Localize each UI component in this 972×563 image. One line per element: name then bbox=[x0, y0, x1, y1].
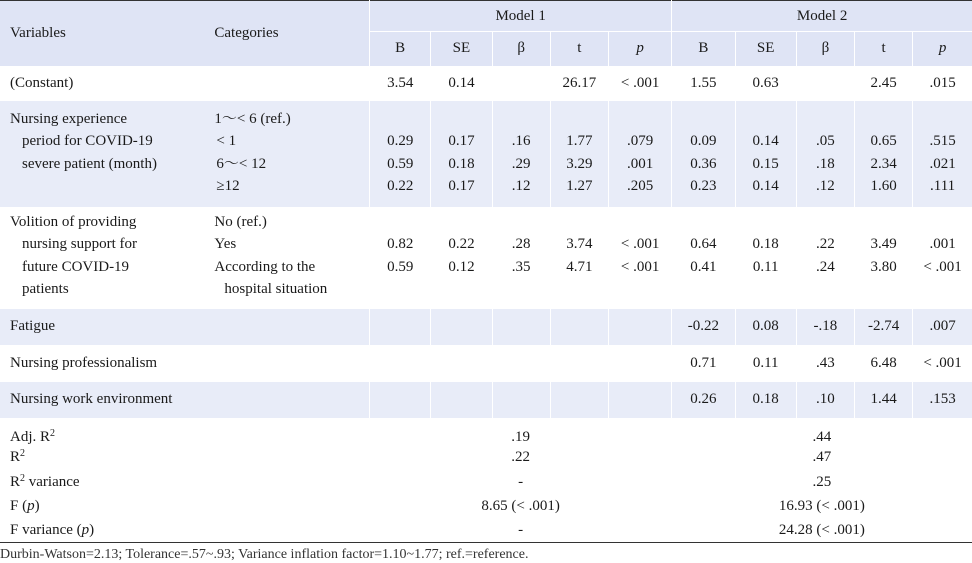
header-col-t: t bbox=[550, 32, 608, 66]
cell-value: .22 bbox=[816, 236, 835, 252]
cell: < .001 bbox=[913, 345, 972, 382]
category: 6～< 12 bbox=[216, 155, 267, 172]
cell: 6.48 bbox=[854, 345, 912, 382]
cell-value: 0.36 bbox=[690, 155, 717, 172]
cell-value: .001 bbox=[929, 236, 956, 252]
cell-value: 0.09 bbox=[690, 133, 717, 149]
cell: 3.54 bbox=[370, 66, 431, 101]
cell-value bbox=[609, 278, 671, 301]
table-row bbox=[0, 309, 972, 345]
col-t bbox=[550, 101, 608, 207]
cell-value bbox=[736, 278, 796, 301]
cell-value bbox=[736, 211, 796, 234]
cell-value bbox=[431, 278, 491, 301]
cell-value: 0.82 bbox=[387, 236, 414, 252]
col-t bbox=[854, 207, 912, 309]
categories-volition bbox=[214, 207, 369, 309]
col-b bbox=[370, 101, 431, 207]
cell: .007 bbox=[913, 309, 972, 345]
cell bbox=[492, 66, 550, 101]
cell-value: .28 bbox=[511, 236, 531, 252]
cell-value bbox=[370, 211, 430, 234]
header-col-beta: β bbox=[492, 32, 550, 66]
cell-value: .35 bbox=[511, 258, 531, 275]
cell-value: 0.65 bbox=[870, 133, 897, 149]
col-b bbox=[370, 207, 431, 309]
cell-value bbox=[493, 108, 550, 131]
header-col-t: t bbox=[854, 32, 912, 66]
cell-value: 0.22 bbox=[448, 236, 475, 252]
cell: 1.44 bbox=[854, 382, 912, 418]
cell-value: < .001 bbox=[923, 258, 962, 275]
cell-value bbox=[493, 211, 550, 234]
cell-value: 4.71 bbox=[566, 258, 593, 275]
header-model-2: Model 2 bbox=[672, 1, 972, 32]
cell: 0.63 bbox=[735, 66, 796, 101]
col-p bbox=[913, 207, 972, 309]
col-beta bbox=[796, 207, 854, 309]
cell-value bbox=[431, 108, 491, 131]
cell-value: .205 bbox=[626, 178, 654, 194]
category: 1～< 6 (ref.) bbox=[214, 110, 291, 127]
col-t bbox=[550, 207, 608, 309]
cell-value bbox=[672, 211, 734, 234]
row-label-professionalism: Nursing professionalism bbox=[10, 354, 158, 371]
label-line: future COVID-19 bbox=[22, 258, 130, 275]
summary-m1: 8.65 (< .001) bbox=[481, 498, 560, 514]
cell-value: 1.60 bbox=[870, 178, 897, 194]
cell-value bbox=[855, 278, 912, 301]
col-b bbox=[672, 101, 735, 207]
cell-value: < .001 bbox=[620, 236, 660, 252]
cell: 0.26 bbox=[672, 382, 735, 418]
cell-value bbox=[551, 211, 608, 234]
label-line: nursing support for bbox=[22, 236, 137, 252]
col-t bbox=[854, 101, 912, 207]
cell-value: 2 bbox=[20, 448, 26, 459]
col-se bbox=[735, 207, 796, 309]
header-model-1: Model 1 bbox=[370, 1, 672, 32]
header-col-b: B bbox=[370, 32, 431, 66]
cell: 0.18 bbox=[735, 382, 796, 418]
header-col-b: B bbox=[672, 32, 735, 66]
cell-value bbox=[913, 278, 972, 301]
cell-value bbox=[855, 108, 912, 131]
cell-value: 3.49 bbox=[870, 236, 897, 252]
cell-value: p bbox=[81, 521, 90, 538]
cell-value: ) bbox=[89, 521, 95, 538]
col-beta bbox=[796, 101, 854, 207]
table-row bbox=[0, 66, 972, 101]
cell-value: .111 bbox=[930, 178, 956, 194]
summary-m2: 24.28 (< .001) bbox=[778, 521, 865, 538]
label-line: Nursing experience bbox=[10, 110, 128, 127]
cell-value: 0.29 bbox=[387, 133, 414, 149]
cell: 0.71 bbox=[672, 345, 735, 382]
cell-value: 0.22 bbox=[387, 178, 414, 194]
category: < 1 bbox=[216, 133, 237, 149]
cell-value: .29 bbox=[511, 155, 531, 172]
summary-row bbox=[0, 519, 972, 543]
cell-value: 1.27 bbox=[566, 178, 593, 194]
cell-value: ) bbox=[34, 498, 40, 514]
cell-value bbox=[370, 278, 430, 301]
cell-value: 0.14 bbox=[752, 133, 779, 149]
cell-value: variance bbox=[25, 473, 80, 490]
summary-label-f-variance bbox=[0, 519, 214, 543]
category: ≥12 bbox=[216, 178, 240, 194]
summary-m1: .19 bbox=[511, 428, 531, 445]
cell: -0.22 bbox=[672, 309, 735, 345]
summary-m1: .22 bbox=[511, 449, 531, 465]
header-col-se: SE bbox=[735, 32, 796, 66]
cell-value: .079 bbox=[626, 133, 654, 149]
summary-label-adj-r2 bbox=[0, 418, 214, 446]
cell: -2.74 bbox=[854, 309, 912, 345]
cell-value: .515 bbox=[929, 133, 956, 149]
cell-value: 0.17 bbox=[448, 133, 475, 149]
cell-value bbox=[797, 278, 854, 301]
cell-value bbox=[672, 108, 734, 131]
col-se bbox=[431, 207, 492, 309]
cell-value bbox=[551, 108, 608, 131]
cell-value: .12 bbox=[511, 178, 531, 194]
cell-value: .16 bbox=[511, 133, 531, 149]
col-p bbox=[608, 101, 671, 207]
cell-value bbox=[672, 278, 734, 301]
cell-value: 0.17 bbox=[448, 178, 475, 194]
category: hospital situation bbox=[224, 281, 328, 297]
cell: .10 bbox=[796, 382, 854, 418]
col-p bbox=[608, 207, 671, 309]
cell-value bbox=[551, 278, 608, 301]
label-line: patients bbox=[22, 281, 69, 297]
cell-value: < .001 bbox=[620, 258, 660, 275]
cell-value: 3.74 bbox=[566, 236, 593, 252]
category: Yes bbox=[214, 236, 237, 252]
cell-value: 3.80 bbox=[870, 258, 897, 275]
category: According to the bbox=[214, 258, 316, 275]
summary-row bbox=[0, 495, 972, 519]
summary-label-r2-variance bbox=[0, 470, 214, 495]
cell-value bbox=[913, 211, 972, 234]
cell-value: .021 bbox=[929, 155, 956, 172]
header-col-p: p bbox=[608, 32, 671, 66]
table-row bbox=[0, 207, 972, 309]
row-label-volition bbox=[0, 207, 214, 309]
cell-value: 0.18 bbox=[752, 236, 779, 252]
cell-value: .12 bbox=[816, 178, 835, 194]
cell: 1.55 bbox=[672, 66, 735, 101]
row-label-constant: (Constant) bbox=[10, 74, 74, 91]
cell-value: 2 bbox=[50, 427, 56, 439]
cell-value: F variance ( bbox=[10, 521, 82, 538]
col-p bbox=[913, 101, 972, 207]
row-label-environment: Nursing work environment bbox=[10, 391, 173, 407]
cell-value: .001 bbox=[626, 155, 654, 172]
category: No (ref.) bbox=[214, 213, 267, 230]
cell: 0.08 bbox=[735, 309, 796, 345]
cell-value: 0.59 bbox=[387, 155, 414, 172]
cell-value bbox=[797, 211, 854, 234]
header-categories: Categories bbox=[214, 24, 279, 41]
summary-row bbox=[0, 446, 972, 470]
label-line: severe patient (month) bbox=[22, 155, 157, 172]
cell-value: 0.11 bbox=[752, 258, 779, 275]
table-row bbox=[0, 101, 972, 207]
summary-m1: - bbox=[518, 473, 524, 490]
cell-value: 0.14 bbox=[752, 178, 779, 194]
header-col-se: SE bbox=[431, 32, 492, 66]
cell-value: R bbox=[10, 449, 21, 465]
col-se bbox=[431, 101, 492, 207]
summary-label-r2 bbox=[0, 446, 214, 470]
cell: < .001 bbox=[608, 66, 671, 101]
cell-value: .24 bbox=[816, 258, 835, 275]
cell: 0.11 bbox=[735, 345, 796, 382]
label-line: Volition of providing bbox=[10, 213, 137, 230]
cell-value: .18 bbox=[816, 155, 835, 172]
cell: 2.45 bbox=[854, 66, 912, 101]
categories-experience bbox=[214, 101, 369, 207]
cell-value: .05 bbox=[816, 133, 835, 149]
cell-value: 2.34 bbox=[870, 155, 897, 172]
summary-m2: .25 bbox=[812, 473, 832, 490]
cell-value bbox=[609, 108, 671, 131]
cell-value: 0.23 bbox=[690, 178, 717, 194]
col-b bbox=[672, 207, 735, 309]
summary-label-f bbox=[0, 495, 214, 519]
cell-value: F ( bbox=[10, 498, 28, 514]
cell-value bbox=[855, 211, 912, 234]
header-col-p: p bbox=[913, 32, 972, 66]
row-label-experience bbox=[0, 101, 214, 207]
cell-value: 0.18 bbox=[448, 155, 475, 172]
cell-value bbox=[736, 108, 796, 131]
col-se bbox=[735, 101, 796, 207]
col-beta bbox=[492, 207, 550, 309]
cell-value bbox=[370, 108, 430, 131]
label-line: period for COVID-19 bbox=[22, 133, 153, 149]
cell: .015 bbox=[913, 66, 972, 101]
cell-value: 0.12 bbox=[448, 258, 475, 275]
cell-value: 2 bbox=[20, 472, 26, 484]
cell-value bbox=[609, 211, 671, 234]
summary-m2: .44 bbox=[812, 428, 832, 445]
header-col-beta: β bbox=[796, 32, 854, 66]
table-row bbox=[0, 382, 972, 418]
cell-value bbox=[913, 108, 972, 131]
cell bbox=[796, 66, 854, 101]
cell-value: 3.29 bbox=[566, 155, 593, 172]
cell-value bbox=[797, 108, 854, 131]
cell: 26.17 bbox=[550, 66, 608, 101]
table-row bbox=[0, 345, 972, 382]
cell-value: R bbox=[10, 473, 21, 490]
cell-value: 0.41 bbox=[690, 258, 717, 275]
row-label-fatigue: Fatigue bbox=[10, 318, 55, 334]
cell-value: 0.64 bbox=[690, 236, 717, 252]
cell: .153 bbox=[913, 382, 972, 418]
cell-value bbox=[493, 278, 550, 301]
summary-m1: - bbox=[518, 521, 524, 538]
summary-row bbox=[0, 470, 972, 495]
cell-value: 0.59 bbox=[387, 258, 414, 275]
cell-value: 0.15 bbox=[752, 155, 779, 172]
cell-value: p bbox=[27, 498, 35, 514]
cell-value bbox=[431, 211, 491, 234]
cell-value: Adj. R bbox=[10, 428, 51, 445]
summary-m2: .47 bbox=[812, 449, 832, 465]
summary-row bbox=[0, 418, 972, 446]
col-beta bbox=[492, 101, 550, 207]
cell: -.18 bbox=[796, 309, 854, 345]
cell: .43 bbox=[796, 345, 854, 382]
table-footnote: Durbin-Watson=2.13; Tolerance=.57~.93; Variance inflation factor=1.10~1.77; ref.=reference. bbox=[0, 547, 529, 562]
cell-value: 1.77 bbox=[566, 133, 593, 149]
summary-m2: 16.93 (< .001) bbox=[778, 498, 865, 514]
header-variables: Variables bbox=[10, 24, 66, 41]
cell: 0.14 bbox=[431, 66, 492, 101]
